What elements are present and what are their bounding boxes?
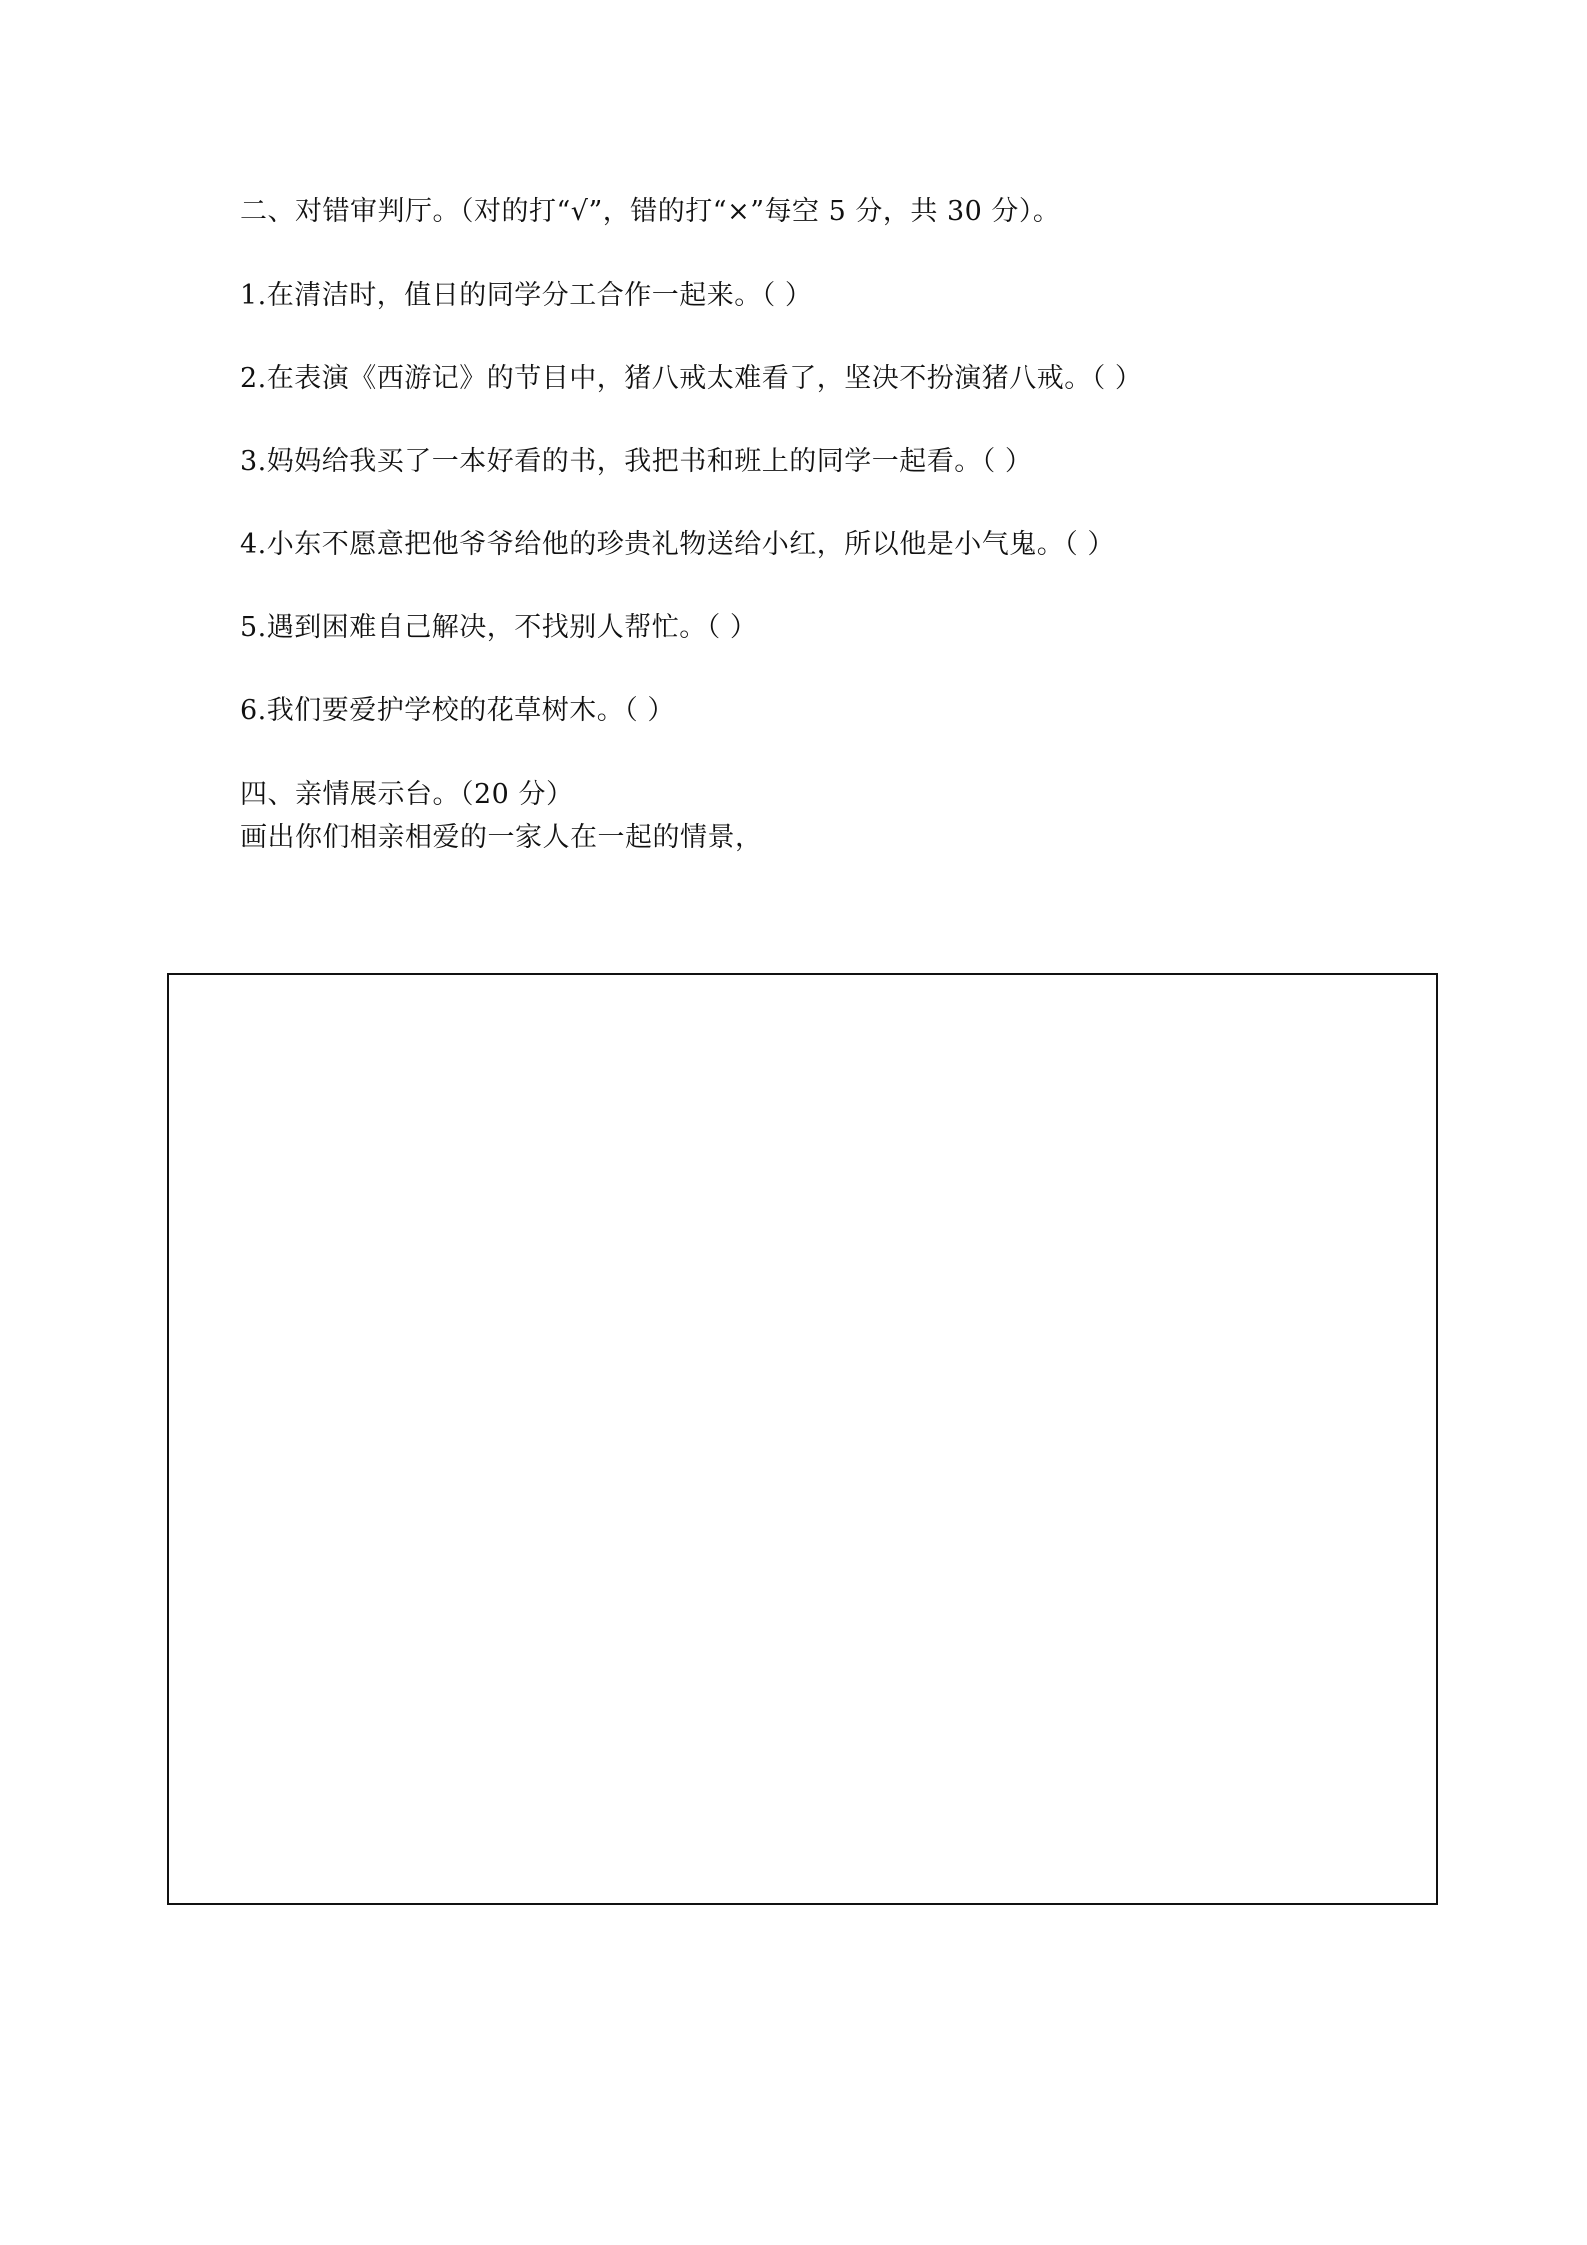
section-4-heading: 四、亲情展示台。（20 分） <box>240 779 574 810</box>
judgment-item-4: 4.小东不愿意把他爷爷给他的珍贵礼物送给小红，所以他是小气鬼。（ ） <box>240 529 1115 560</box>
judgment-item-1: 1.在清洁时，值日的同学分工合作一起来。（ ） <box>240 280 813 311</box>
judgment-item-2: 2.在表演《西游记》的节目中，猪八戒太难看了，坚决不扮演猪八戒。（ ） <box>240 363 1143 394</box>
judgment-item-6: 6.我们要爱护学校的花草树木。（ ） <box>240 695 675 726</box>
judgment-item-5: 5.遇到困难自己解决，不找别人帮忙。（ ） <box>240 612 758 643</box>
drawing-instruction: 画出你们相亲相爱的一家人在一起的情景， <box>240 822 763 853</box>
drawing-area[interactable] <box>167 973 1438 1905</box>
section-2-heading: 二、对错审判厅。（对的打“√”，错的打“×”每空 5 分，共 30 分）。 <box>240 196 1061 227</box>
judgment-item-3: 3.妈妈给我买了一本好看的书，我把书和班上的同学一起看。（ ） <box>240 446 1033 477</box>
